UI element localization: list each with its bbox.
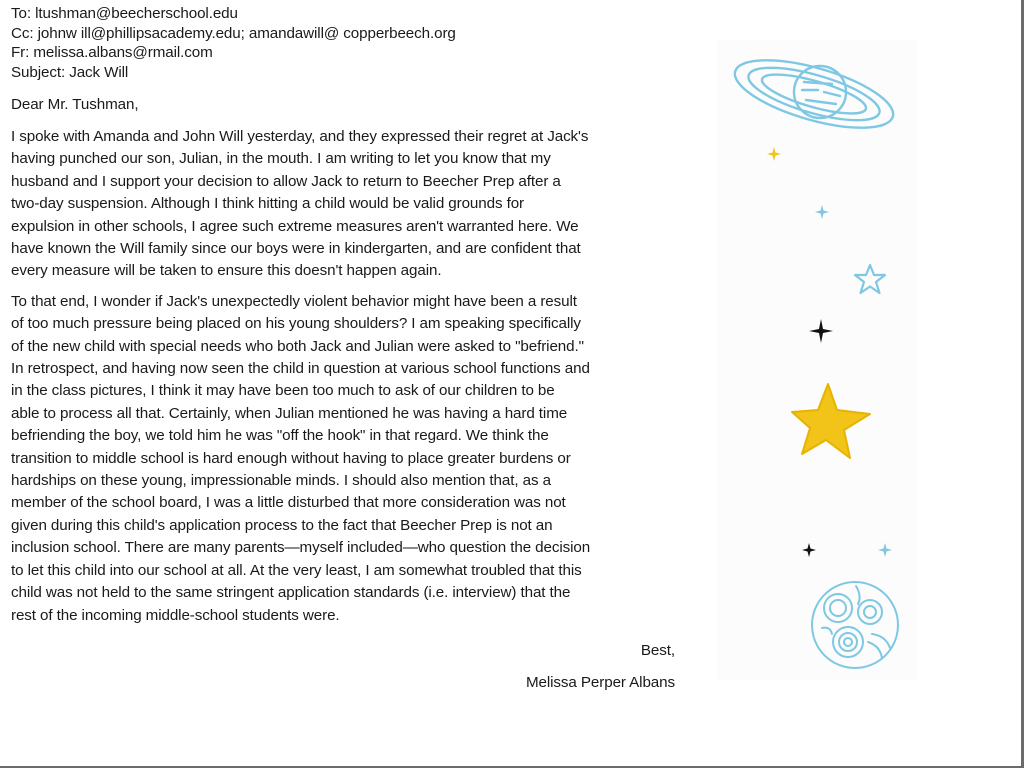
paragraph-line: able to process all that. Certainly, when Julian mentioned he was having a hard time	[11, 404, 568, 422]
cc-line: Cc: johnw ill@phillipsacademy.edu; amandawill@ copperbeech.org	[11, 24, 456, 42]
paragraph-line: have known the Will family since our boys were in kindergarten, and are confident that	[11, 240, 581, 257]
paragraph-line: rest of the incoming middle-school students were.	[11, 606, 340, 624]
paragraph-2	[11, 291, 679, 627]
paragraph-line: expulsion in other schools, I agree such extreme measures aren't warranted here. We	[11, 217, 579, 235]
paragraph-line: To that end, I wonder if Jack's unexpectedly violent behavior might have been a result	[11, 292, 577, 310]
paragraph-line: to let this child into our school at all. At the very least, I am somewhat troubled that this	[11, 561, 582, 579]
paragraph-line: of too much pressure being placed on his young shoulders? I am speaking specifically	[11, 315, 581, 333]
paragraph-line: two-day suspension. Although I think hitting a child would be valid grounds for	[11, 195, 525, 213]
paragraph-line: every measure will be taken to ensure this doesn't happen again.	[11, 262, 442, 280]
sparkle-icon	[808, 318, 834, 344]
paragraph-line: I spoke with Amanda and John Will yesterday, and they expressed their regret at Jack's	[11, 127, 589, 145]
sparkle-icon	[801, 542, 817, 558]
letter	[11, 4, 679, 692]
paragraph-line: transition to middle school is hard enough without having to place greater burdens or	[11, 449, 571, 467]
paragraph-line: given during this child's application process to the fact that Beecher Prep is not an	[11, 516, 553, 534]
closing: Best,	[640, 641, 675, 659]
paragraph-line: husband and I support your decision to allow Jack to return to Beecher Prep after a	[11, 172, 561, 190]
paragraph-line: child was not held to the same stringent application standards (i.e. interview) that the	[11, 584, 571, 602]
paragraph-line: in the class pictures, I think it may have been too much to ask of our children to be	[11, 382, 555, 400]
sparkle-icon	[766, 146, 782, 162]
sparkle-icon	[814, 204, 830, 220]
paragraph-line: In retrospect, and having now seen the child in question at various school functions and	[11, 360, 590, 378]
paragraph-line: having punched our son, Julian, in the mouth. I am writing to let you know that my	[11, 150, 551, 168]
subject-line: Subject: Jack Will	[11, 63, 129, 81]
to-line: To: ltushman@beecherschool.edu	[11, 5, 238, 22]
paragraph-line: inclusion school. There are many parents—myself included—who question the decision	[11, 539, 591, 557]
salutation: Dear Mr. Tushman,	[11, 96, 139, 114]
star-filled-icon	[786, 380, 876, 462]
paragraph-1	[11, 126, 679, 283]
planet-icon	[728, 48, 902, 140]
paragraph-line: befriending the boy, we told him he was "off the hook" in that regard. We think the	[11, 427, 549, 445]
from-line: Fr: melissa.albans@rmail.com	[11, 44, 213, 62]
paragraph-line: hardships on these young, impressionable minds. I should also mention that, as a	[11, 472, 551, 490]
email-header	[11, 4, 679, 82]
star-outline-icon	[852, 262, 888, 296]
swirl-planet-icon	[808, 578, 902, 672]
paragraph-line: of the new child with special needs who both Jack and Julian were asked to "befriend."	[11, 337, 584, 355]
paragraph-line: member of the school board, I was a little disturbed that more consideration was not	[11, 494, 566, 512]
sparkle-icon	[877, 542, 893, 558]
signature: Melissa Perper Albans	[525, 673, 675, 691]
